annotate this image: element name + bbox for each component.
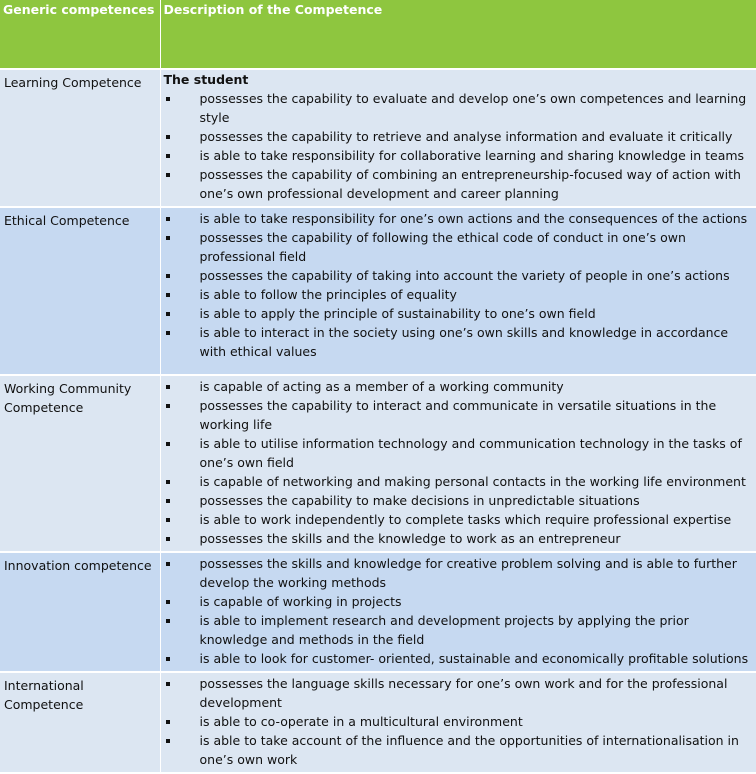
list-item-text: is able to co-operate in a multicultural environment	[199, 714, 523, 729]
list-item	[164, 554, 753, 592]
square-bullet-icon	[166, 236, 170, 240]
list-item	[164, 510, 753, 529]
list-item	[164, 592, 753, 611]
list-item	[164, 228, 753, 266]
competence-description	[160, 552, 756, 672]
competence-description	[160, 69, 756, 207]
header-generic-competences: Generic competences	[0, 0, 160, 69]
description-lead: The student	[163, 72, 249, 87]
competence-list	[164, 89, 753, 203]
square-bullet-icon	[166, 385, 170, 389]
list-item	[164, 611, 753, 649]
competence-name: Innovation competence	[0, 552, 160, 672]
competence-list	[164, 674, 753, 769]
list-item-text: is capable of working in projects	[199, 594, 402, 609]
list-item-text: is able to implement research and development projects by applying the prior knowledge and methods in the field	[199, 613, 689, 647]
list-item-text: possesses the language skills necessary for one’s own work and for the professional development	[199, 676, 728, 710]
square-bullet-icon	[166, 135, 170, 139]
list-item	[164, 434, 753, 472]
list-item	[164, 323, 753, 361]
square-bullet-icon	[166, 173, 170, 177]
competence-description	[160, 207, 756, 375]
list-item-text: is able to take responsibility for one’s own actions and the consequences of the actions	[199, 211, 748, 226]
square-bullet-icon	[166, 499, 170, 503]
square-bullet-icon	[166, 97, 170, 101]
square-bullet-icon	[166, 312, 170, 316]
list-item-text: is capable of networking and making personal contacts in the working life environment	[199, 474, 746, 489]
square-bullet-icon	[166, 293, 170, 297]
list-item-text: possesses the skills and knowledge for creative problem solving and is able to further develop the working methods	[199, 556, 737, 590]
square-bullet-icon	[166, 274, 170, 278]
list-item-text: is able to take account of the influence and the opportunities of internationalisation in one’s own work	[199, 733, 739, 767]
square-bullet-icon	[166, 600, 170, 604]
list-item-text: is able to take responsibility for collaborative learning and sharing knowledge in teams	[199, 148, 745, 163]
square-bullet-icon	[166, 480, 170, 484]
list-item	[164, 127, 753, 146]
list-item-text: is able to work independently to complete tasks which require professional expertise	[199, 512, 732, 527]
list-item	[164, 491, 753, 510]
list-item	[164, 165, 753, 203]
competence-name: Working Community Competence	[0, 375, 160, 552]
list-item-text: is able to apply the principle of sustainability to one’s own field	[199, 306, 596, 321]
list-item	[164, 396, 753, 434]
table-row	[0, 552, 756, 672]
square-bullet-icon	[166, 217, 170, 221]
competence-name: International Competence	[0, 672, 160, 773]
list-item	[164, 146, 753, 165]
list-item	[164, 89, 753, 127]
list-item	[164, 529, 753, 548]
list-item	[164, 209, 753, 228]
list-item-text: is capable of acting as a member of a working community	[199, 379, 564, 394]
competence-list	[164, 554, 753, 668]
list-item	[164, 472, 753, 491]
list-item-text: is able to follow the principles of equality	[199, 287, 457, 302]
list-item-text: possesses the capability to interact and communicate in versatile situations in the working life	[199, 398, 717, 432]
square-bullet-icon	[166, 404, 170, 408]
list-item-text: is able to utilise information technology and communication technology in the tasks of one’s own field	[199, 436, 742, 470]
header-description: Description of the Competence	[160, 0, 756, 69]
list-item-text: possesses the capability to evaluate and develop one’s own competences and learning style	[199, 91, 747, 125]
list-item	[164, 712, 753, 731]
list-item-text: possesses the capability of following the ethical code of conduct in one’s own professional field	[199, 230, 686, 264]
competence-description	[160, 672, 756, 773]
list-item	[164, 649, 753, 668]
competence-name: Learning Competence	[0, 69, 160, 207]
list-item-text: possesses the capability of taking into account the variety of people in one’s actions	[199, 268, 730, 283]
square-bullet-icon	[166, 619, 170, 623]
competence-name: Ethical Competence	[0, 207, 160, 375]
square-bullet-icon	[166, 154, 170, 158]
list-item	[164, 377, 753, 396]
square-bullet-icon	[166, 562, 170, 566]
list-item-text: is able to look for customer- oriented, sustainable and economically profitable solutions	[199, 651, 749, 666]
list-item	[164, 731, 753, 769]
list-item-text: possesses the capability to make decisions in unpredictable situations	[199, 493, 640, 508]
header-row	[0, 0, 756, 69]
list-item-text: possesses the capability to retrieve and analyse information and evaluate it critically	[199, 129, 733, 144]
list-item	[164, 674, 753, 712]
list-item-text: possesses the skills and the knowledge to work as an entrepreneur	[199, 531, 621, 546]
list-item-text: possesses the capability of combining an entrepreneurship-focused way of action with one’s own professional development and career planning	[199, 167, 741, 201]
square-bullet-icon	[166, 657, 170, 661]
table-row	[0, 672, 756, 773]
table-row	[0, 375, 756, 552]
square-bullet-icon	[166, 537, 170, 541]
table-row	[0, 69, 756, 207]
square-bullet-icon	[166, 739, 170, 743]
list-item-text: is able to interact in the society using one’s own skills and knowledge in accordance with ethical values	[199, 325, 729, 359]
table-row	[0, 207, 756, 375]
square-bullet-icon	[166, 331, 170, 335]
competence-list	[164, 209, 753, 361]
square-bullet-icon	[166, 442, 170, 446]
list-item	[164, 266, 753, 285]
list-item	[164, 304, 753, 323]
competence-list	[164, 377, 753, 548]
list-item	[164, 285, 753, 304]
square-bullet-icon	[166, 518, 170, 522]
square-bullet-icon	[166, 682, 170, 686]
square-bullet-icon	[166, 720, 170, 724]
competence-description	[160, 375, 756, 552]
